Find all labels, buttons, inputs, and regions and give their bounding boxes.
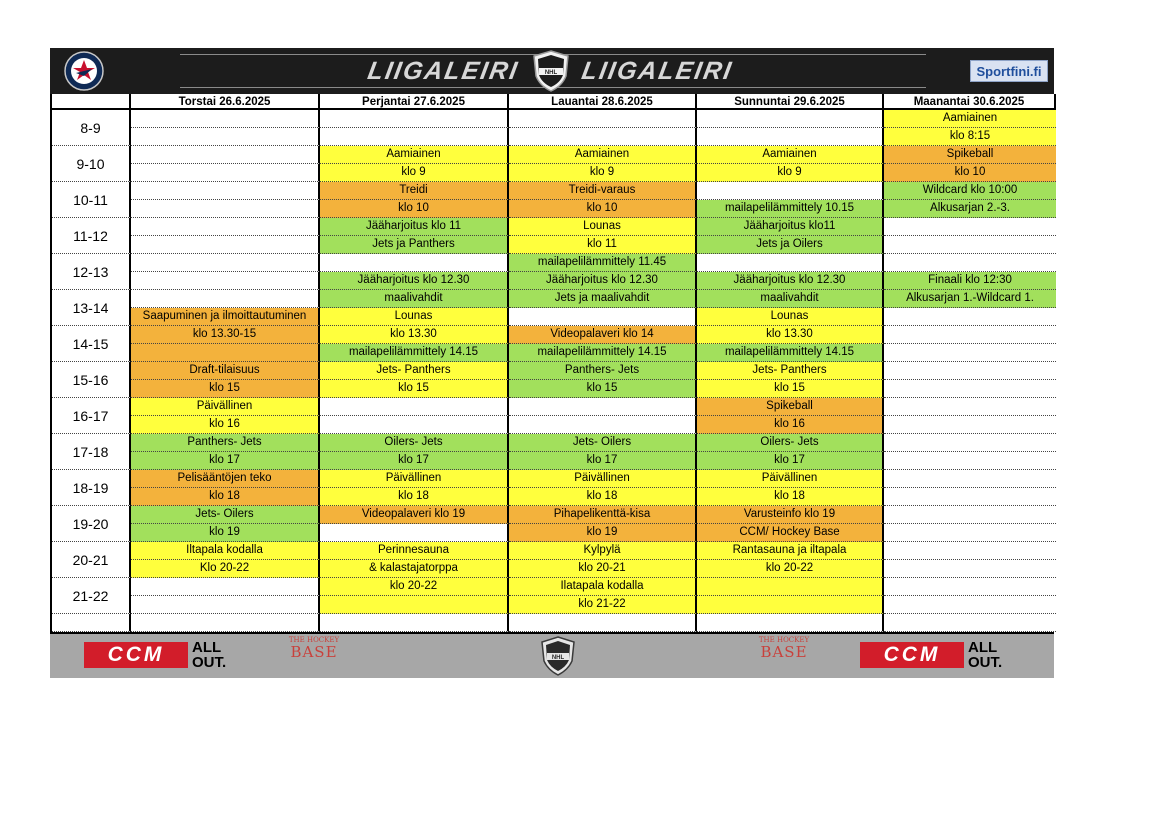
schedule-cell — [131, 578, 320, 596]
schedule-cell — [697, 596, 884, 614]
schedule-cell: Pihapelikenttä-kisa — [509, 506, 697, 524]
schedule-cell: klo 13.30-15 — [131, 326, 320, 344]
schedule-grid — [50, 94, 1054, 632]
schedule-sheet — [50, 48, 1054, 678]
schedule-cell — [884, 578, 1056, 596]
schedule-cell: Jets ja Oilers — [697, 236, 884, 254]
schedule-cell: Kylpylä — [509, 542, 697, 560]
schedule-cell: klo 15 — [320, 380, 509, 398]
schedule-cell: Draft-tilaisuus — [131, 362, 320, 380]
schedule-cell — [131, 614, 320, 632]
time-slot-label: 15-16 — [52, 362, 131, 398]
schedule-cell — [509, 416, 697, 434]
schedule-cell — [320, 398, 509, 416]
ccm-logo-icon: CCM — [860, 642, 964, 668]
time-slot-label: 16-17 — [52, 398, 131, 434]
nhl-shield-icon — [540, 636, 576, 676]
corner-cell — [52, 94, 131, 110]
schedule-cell: klo 13.30 — [320, 326, 509, 344]
schedule-cell: Jääharjoitus klo 12.30 — [509, 272, 697, 290]
schedule-cell — [884, 506, 1056, 524]
schedule-cell — [884, 542, 1056, 560]
schedule-cell: klo 15 — [131, 380, 320, 398]
svg-text:NHL: NHL — [551, 655, 565, 661]
schedule-cell — [697, 110, 884, 128]
schedule-cell: mailapelilämmittely 14.15 — [320, 344, 509, 362]
schedule-cell — [884, 218, 1056, 236]
schedule-cell — [884, 452, 1056, 470]
schedule-cell: klo 17 — [320, 452, 509, 470]
schedule-cell — [320, 254, 509, 272]
schedule-cell: Jets- Panthers — [697, 362, 884, 380]
schedule-cell — [884, 344, 1056, 362]
schedule-cell — [320, 524, 509, 542]
schedule-cell: Perinnesauna — [320, 542, 509, 560]
svg-text:NHL: NHL — [544, 70, 558, 76]
hockey-base-logo-icon: THE HOCKEY BASE — [758, 636, 810, 661]
schedule-cell: maalivahdit — [697, 290, 884, 308]
schedule-cell: klo 19 — [131, 524, 320, 542]
time-slot-label: 8-9 — [52, 110, 131, 146]
schedule-cell: klo 10 — [884, 164, 1056, 182]
schedule-cell: klo 9 — [697, 164, 884, 182]
schedule-cell: klo 18 — [131, 488, 320, 506]
schedule-cell: klo 9 — [509, 164, 697, 182]
schedule-cell — [884, 362, 1056, 380]
schedule-cell: klo 17 — [131, 452, 320, 470]
schedule-cell: Päivällinen — [320, 470, 509, 488]
schedule-cell: Oilers- Jets — [320, 434, 509, 452]
schedule-cell — [884, 560, 1056, 578]
time-slot-label: 13-14 — [52, 290, 131, 326]
day-header: Maanantai 30.6.2025 — [884, 94, 1056, 110]
schedule-cell: Jääharjoitus klo 11 — [320, 218, 509, 236]
schedule-cell: maalivahdit — [320, 290, 509, 308]
schedule-cell: klo 9 — [320, 164, 509, 182]
schedule-cell: Ilatapala kodalla — [509, 578, 697, 596]
time-slot-label: 12-13 — [52, 254, 131, 290]
schedule-cell: Varusteinfo klo 19 — [697, 506, 884, 524]
schedule-cell: klo 16 — [131, 416, 320, 434]
schedule-cell — [509, 398, 697, 416]
schedule-cell — [509, 110, 697, 128]
schedule-cell: Videopalaveri klo 14 — [509, 326, 697, 344]
schedule-cell: Klo 20-22 — [131, 560, 320, 578]
schedule-cell: Päivällinen — [131, 398, 320, 416]
schedule-cell — [509, 614, 697, 632]
schedule-cell: Aamiainen — [697, 146, 884, 164]
schedule-cell — [131, 254, 320, 272]
schedule-cell: klo 19 — [509, 524, 697, 542]
schedule-cell: Aamiainen — [509, 146, 697, 164]
brand-title-left: LIIGALEIRI — [365, 57, 522, 85]
schedule-cell: Lounas — [697, 308, 884, 326]
schedule-cell — [884, 236, 1056, 254]
schedule-cell — [131, 182, 320, 200]
sportfini-logo-icon[interactable]: Sportfini.fi — [970, 60, 1048, 82]
schedule-cell — [131, 218, 320, 236]
schedule-cell: klo 18 — [509, 488, 697, 506]
schedule-cell — [884, 524, 1056, 542]
schedule-cell — [884, 308, 1056, 326]
schedule-cell — [884, 488, 1056, 506]
schedule-cell: klo 10 — [320, 200, 509, 218]
schedule-cell: Videopalaveri klo 19 — [320, 506, 509, 524]
schedule-cell: Treidi-varaus — [509, 182, 697, 200]
schedule-cell: Jets- Oilers — [131, 506, 320, 524]
schedule-cell: Jääharjoitus klo11 — [697, 218, 884, 236]
schedule-cell: Jääharjoitus klo 12.30 — [320, 272, 509, 290]
time-slot-label: 14-15 — [52, 326, 131, 362]
schedule-cell: Saapuminen ja ilmoittautuminen — [131, 308, 320, 326]
all-out-slogan: ALL OUT. — [968, 639, 1003, 671]
sponsor-footer — [50, 632, 1054, 678]
schedule-cell: klo 18 — [697, 488, 884, 506]
schedule-cell — [131, 290, 320, 308]
time-slot-label: 9-10 — [52, 146, 131, 182]
schedule-cell: Alkusarjan 2.-3. — [884, 200, 1056, 218]
schedule-cell: Spikeball — [884, 146, 1056, 164]
nhl-shield-icon — [532, 50, 570, 92]
schedule-cell — [884, 614, 1056, 632]
schedule-cell — [697, 182, 884, 200]
schedule-cell: klo 20-21 — [509, 560, 697, 578]
schedule-cell — [320, 416, 509, 434]
schedule-cell: Finaali klo 12:30 — [884, 272, 1056, 290]
schedule-cell — [131, 236, 320, 254]
day-header: Torstai 26.6.2025 — [131, 94, 320, 110]
schedule-cell — [884, 326, 1056, 344]
schedule-cell: klo 20-22 — [320, 578, 509, 596]
schedule-cell — [131, 272, 320, 290]
schedule-cell: mailapelilämmittely 10.15 — [697, 200, 884, 218]
schedule-cell: klo 16 — [697, 416, 884, 434]
schedule-cell: mailapelilämmittely 11.45 — [509, 254, 697, 272]
day-header: Sunnuntai 29.6.2025 — [697, 94, 884, 110]
schedule-cell: Jets ja maalivahdit — [509, 290, 697, 308]
hockey-base-logo-icon: THE HOCKEY BASE — [288, 636, 340, 661]
schedule-cell — [884, 398, 1056, 416]
schedule-cell: Jääharjoitus klo 12.30 — [697, 272, 884, 290]
schedule-cell — [131, 596, 320, 614]
schedule-cell: Aamiainen — [884, 110, 1056, 128]
brand-title-right: LIIGALEIRI — [579, 57, 736, 85]
schedule-cell — [884, 596, 1056, 614]
schedule-cell: Jets- Oilers — [509, 434, 697, 452]
all-out-slogan: ALL OUT. — [192, 639, 227, 671]
schedule-cell — [509, 308, 697, 326]
schedule-cell: Rantasauna ja iltapala — [697, 542, 884, 560]
schedule-cell — [131, 146, 320, 164]
schedule-cell: Panthers- Jets — [131, 434, 320, 452]
schedule-cell — [131, 164, 320, 182]
schedule-cell: Lounas — [509, 218, 697, 236]
time-slot-label: 21-22 — [52, 578, 131, 614]
schedule-cell: Jets ja Panthers — [320, 236, 509, 254]
schedule-cell: & kalastajatorppa — [320, 560, 509, 578]
schedule-cell: klo 10 — [509, 200, 697, 218]
time-slot-label: 11-12 — [52, 218, 131, 254]
schedule-cell — [697, 254, 884, 272]
schedule-cell: Iltapala kodalla — [131, 542, 320, 560]
winnipeg-jets-logo-icon — [64, 51, 104, 91]
schedule-cell: klo 21-22 — [509, 596, 697, 614]
time-slot-label — [52, 614, 131, 632]
schedule-cell: Pelisääntöjen teko — [131, 470, 320, 488]
schedule-cell — [131, 128, 320, 146]
schedule-cell: klo 13.30 — [697, 326, 884, 344]
header-band — [50, 48, 1054, 94]
ccm-logo-icon: CCM — [84, 642, 188, 668]
schedule-cell — [131, 344, 320, 362]
schedule-cell — [131, 110, 320, 128]
schedule-cell — [131, 200, 320, 218]
schedule-cell — [509, 128, 697, 146]
schedule-cell: Panthers- Jets — [509, 362, 697, 380]
schedule-cell: Päivällinen — [697, 470, 884, 488]
time-slot-label: 10-11 — [52, 182, 131, 218]
schedule-cell: klo 11 — [509, 236, 697, 254]
schedule-cell — [884, 434, 1056, 452]
schedule-cell: Lounas — [320, 308, 509, 326]
day-header: Perjantai 27.6.2025 — [320, 94, 509, 110]
time-slot-label: 19-20 — [52, 506, 131, 542]
schedule-cell: klo 8:15 — [884, 128, 1056, 146]
schedule-cell: Treidi — [320, 182, 509, 200]
schedule-cell: Alkusarjan 1.-Wildcard 1. — [884, 290, 1056, 308]
schedule-cell: klo 15 — [509, 380, 697, 398]
time-slot-label: 20-21 — [52, 542, 131, 578]
schedule-cell: Jets- Panthers — [320, 362, 509, 380]
schedule-cell — [320, 110, 509, 128]
time-slot-label: 17-18 — [52, 434, 131, 470]
schedule-cell: klo 20-22 — [697, 560, 884, 578]
schedule-cell — [884, 416, 1056, 434]
schedule-cell: mailapelilämmittely 14.15 — [509, 344, 697, 362]
schedule-cell — [320, 614, 509, 632]
day-header: Lauantai 28.6.2025 — [509, 94, 697, 110]
schedule-cell: klo 17 — [509, 452, 697, 470]
schedule-cell: CCM/ Hockey Base — [697, 524, 884, 542]
schedule-cell: Aamiainen — [320, 146, 509, 164]
schedule-cell — [884, 254, 1056, 272]
schedule-cell: Wildcard klo 10:00 — [884, 182, 1056, 200]
schedule-cell — [697, 578, 884, 596]
time-slot-label: 18-19 — [52, 470, 131, 506]
schedule-cell — [884, 380, 1056, 398]
schedule-cell — [320, 128, 509, 146]
schedule-cell: Päivällinen — [509, 470, 697, 488]
schedule-cell — [697, 614, 884, 632]
schedule-cell: Spikeball — [697, 398, 884, 416]
schedule-cell: Oilers- Jets — [697, 434, 884, 452]
schedule-cell — [320, 596, 509, 614]
schedule-cell — [884, 470, 1056, 488]
schedule-cell: klo 18 — [320, 488, 509, 506]
schedule-cell: klo 17 — [697, 452, 884, 470]
schedule-cell: mailapelilämmittely 14.15 — [697, 344, 884, 362]
schedule-cell — [697, 128, 884, 146]
schedule-cell: klo 15 — [697, 380, 884, 398]
